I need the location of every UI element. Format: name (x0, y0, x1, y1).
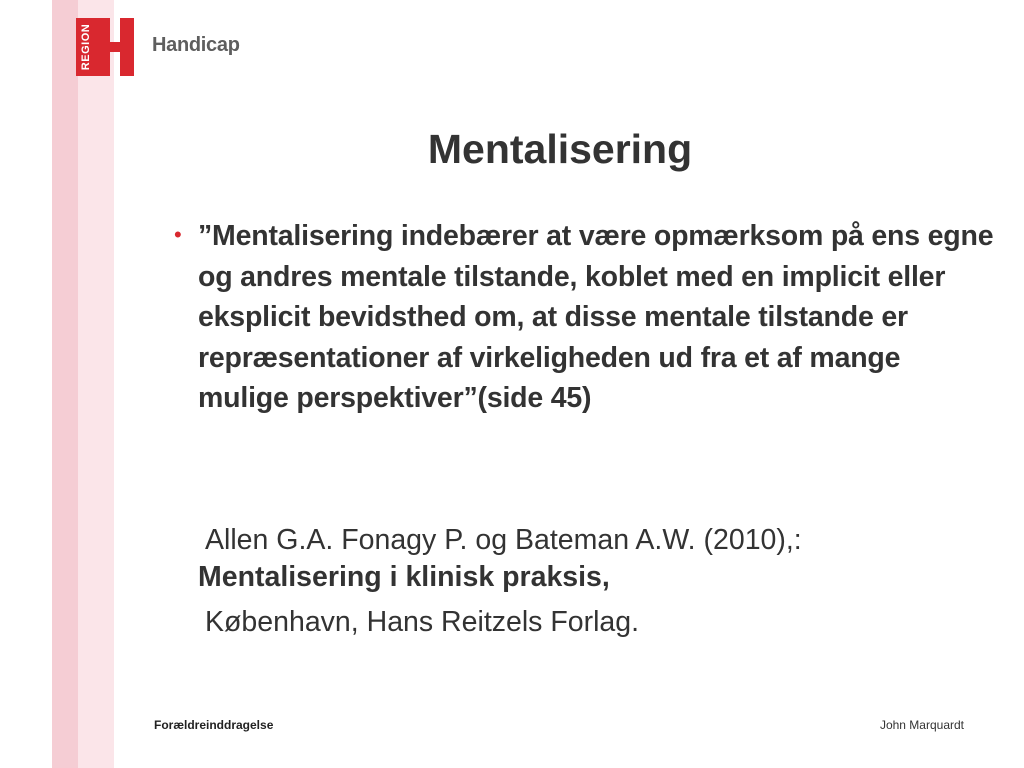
slide-title: Mentalisering (427, 126, 693, 172)
region-logo (76, 18, 136, 76)
quote-bullet-item (174, 216, 994, 419)
region-bar (76, 18, 96, 76)
reference-block (198, 522, 998, 641)
reference-publisher: København, Hans Reitzels Forlag. (205, 606, 640, 638)
region-label: REGION (80, 23, 92, 71)
quote-text: ”Mentalisering indebærer at være opmærksom på ens egne og andres mentale tilstande, koblet med en implicit eller eksplicit bevidsthed om, at disse mentale tilstande er repræsentationer af virkeligheden ud fra et af mange mulige perspektiver”(side 45) (198, 220, 994, 414)
decorative-stripe-dark (52, 0, 78, 768)
footer-topic: Forældreinddragelse (154, 718, 274, 732)
footer-author: John Marquardt (879, 718, 964, 732)
bullet-icon: • (174, 222, 182, 247)
reference-book-title: Mentalisering i klinisk praksis, (198, 561, 610, 593)
reference-authors: Allen G.A. Fonagy P. og Bateman A.W. (2010),: (205, 524, 802, 556)
decorative-stripe-light (78, 0, 114, 768)
brand-name: Handicap (152, 34, 240, 56)
